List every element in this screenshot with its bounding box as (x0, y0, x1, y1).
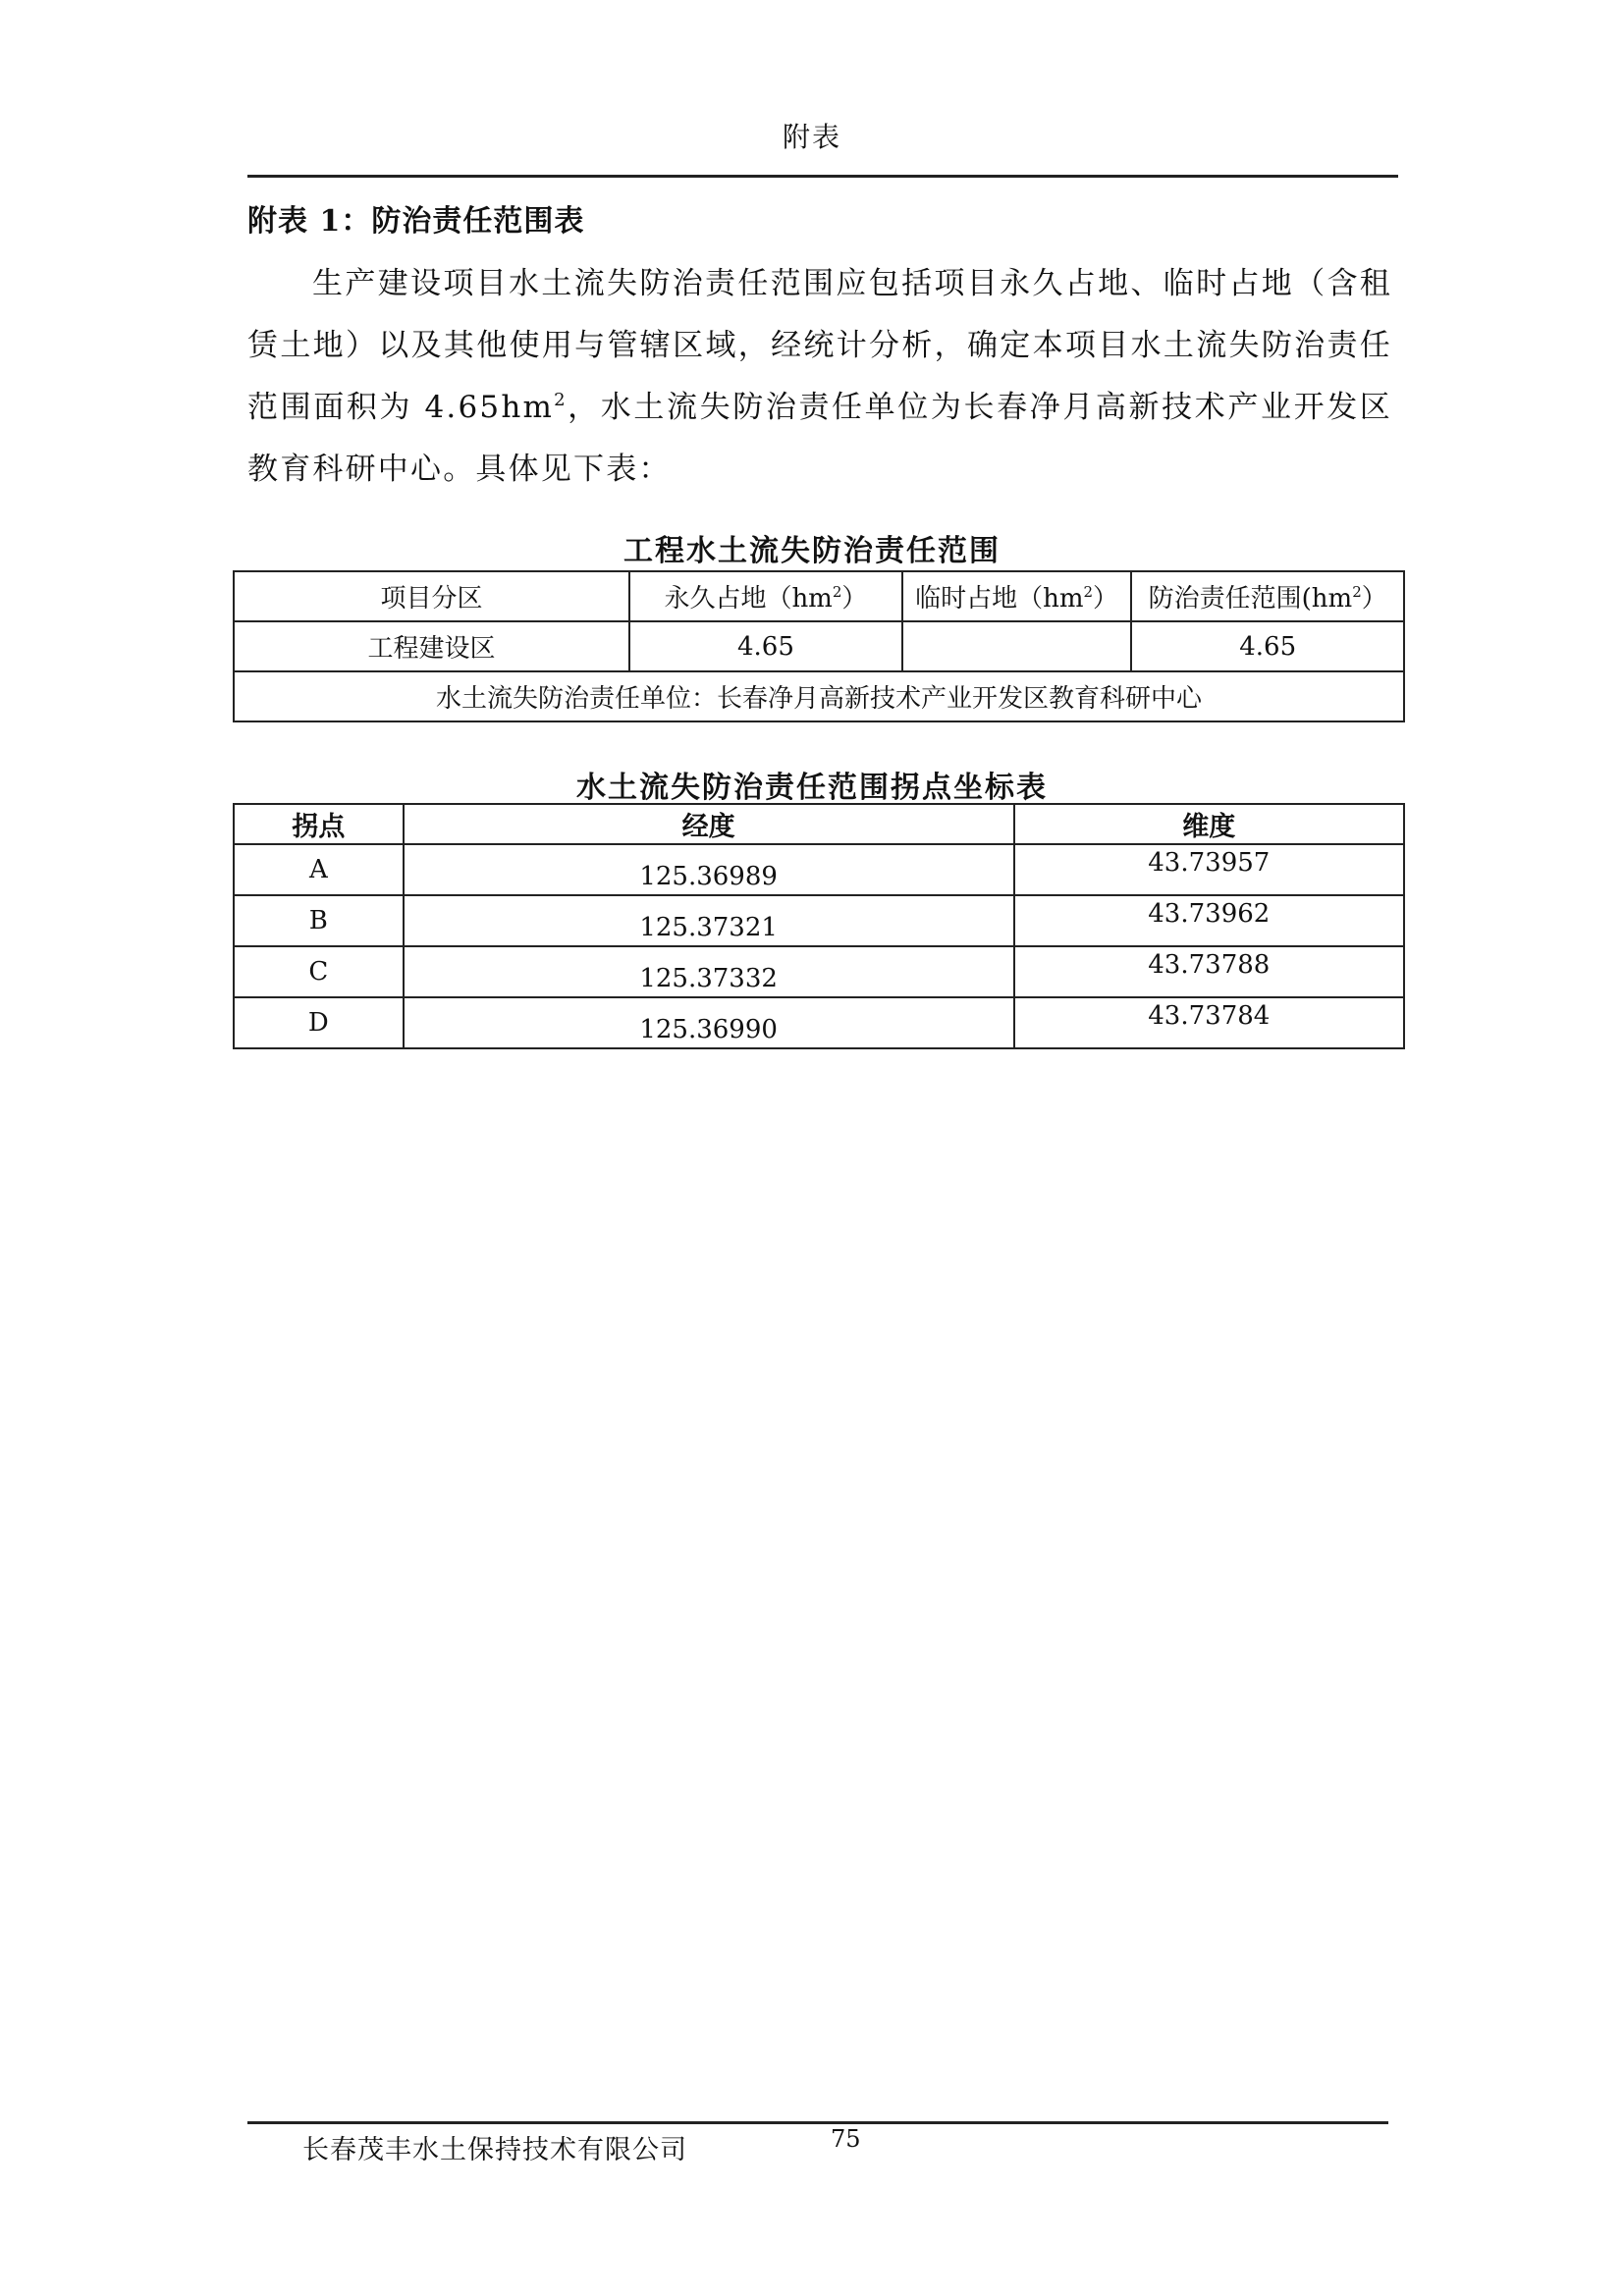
latitude-cell: 43.73962 (1014, 895, 1404, 946)
coord-table-caption: 水土流失防治责任范围拐点坐标表 (576, 771, 1048, 805)
header-permanent: 永久占地$(hm^2)$ (629, 571, 902, 621)
permanent-cell: 4.65 (629, 621, 902, 671)
coord-table-header-row (234, 804, 1404, 844)
header-latitude: 维度 (1014, 804, 1404, 844)
coord-table (233, 803, 1405, 1049)
header-total: 防治责任范围$(hm^2)$ (1131, 571, 1404, 621)
table-row (234, 997, 1404, 1048)
point-cell: C (234, 946, 404, 997)
section-heading: 附表 1：防治责任范围表 (247, 204, 585, 239)
scope-table-header-row (234, 571, 1404, 621)
body-text-part-1: 生产建设项目水土流失防治责任范围应包括项目永久占地、临时占地（含租赁土地）以及其他使用与管辖区域，经统计分析，确定本项目水土流失防治责任范围面积为 4.65hm (247, 266, 1392, 425)
scope-table-row (234, 621, 1404, 671)
scope-table-note-row (234, 671, 1404, 721)
latitude-cell: 43.73957 (1014, 844, 1404, 895)
latitude-cell: 43.73788 (1014, 946, 1404, 997)
footer-company: 长春茂丰水土保持技术有限公司 (302, 2135, 687, 2165)
page-number: 75 (831, 2125, 861, 2153)
longitude-cell: 125.37332 (404, 946, 1014, 997)
scope-table (233, 570, 1405, 722)
header-zone: 项目分区 (234, 571, 629, 621)
header-temporary: 临时占地$(hm^2)$ (902, 571, 1132, 621)
longitude-cell: 125.37321 (404, 895, 1014, 946)
point-cell: A (234, 844, 404, 895)
header-divider (247, 175, 1398, 178)
longitude-cell: 125.36990 (404, 997, 1014, 1048)
footer-divider (247, 2121, 1388, 2124)
latitude-cell: 43.73784 (1014, 997, 1404, 1048)
header-longitude: 经度 (404, 804, 1014, 844)
total-cell: 4.65 (1131, 621, 1404, 671)
table-row (234, 895, 1404, 946)
header-point: 拐点 (234, 804, 404, 844)
responsible-unit-note: 水土流失防治责任单位：长春净月高新技术产业开发区教育科研中心 (234, 671, 1404, 721)
scope-table-caption: 工程水土流失防治责任范围 (623, 534, 1001, 568)
body-text-part-2: ，水土流失防治责任单位为长春净月高新技术产业开发区教育科研中心。具体见下表： (247, 390, 1393, 487)
page-header-title: 附表 (782, 121, 841, 153)
zone-cell: 工程建设区 (234, 621, 629, 671)
body-paragraph (247, 253, 1392, 501)
table-row (234, 946, 1404, 997)
point-cell: D (234, 997, 404, 1048)
table-row (234, 844, 1404, 895)
body-superscript: 2 (554, 390, 568, 410)
point-cell: B (234, 895, 404, 946)
temporary-cell (902, 621, 1132, 671)
longitude-cell: 125.36989 (404, 844, 1014, 895)
